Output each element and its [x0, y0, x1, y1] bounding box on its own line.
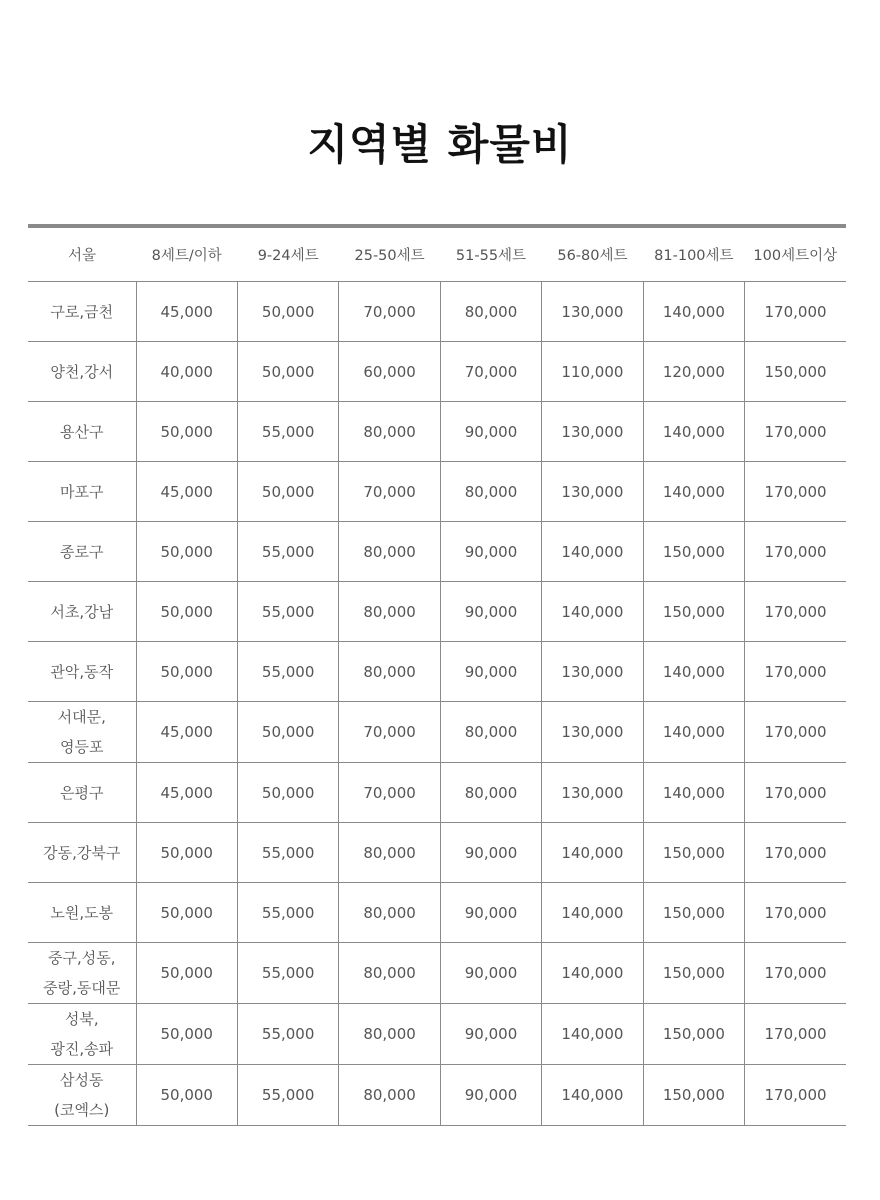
region-label-line: 서초,강남 — [50, 602, 114, 621]
region-label-line: 성북, — [64, 1010, 99, 1028]
region-cell — [28, 763, 136, 823]
price-cell: 170,000 — [745, 282, 846, 342]
price-cell: 50,000 — [136, 522, 237, 582]
price-cell: 45,000 — [136, 702, 237, 763]
price-cell: 130,000 — [542, 702, 643, 763]
region-label-line: 서대문, — [57, 708, 106, 726]
price-cell: 70,000 — [339, 462, 440, 522]
price-cell: 140,000 — [542, 522, 643, 582]
price-cell: 150,000 — [643, 1065, 744, 1126]
price-cell: 70,000 — [440, 342, 541, 402]
price-cell: 140,000 — [542, 1065, 643, 1126]
region-cell — [28, 582, 136, 642]
price-cell: 90,000 — [440, 522, 541, 582]
price-cell: 150,000 — [643, 582, 744, 642]
price-cell: 140,000 — [643, 462, 744, 522]
page-title: 지역별 화물비 — [307, 120, 573, 169]
price-cell: 55,000 — [237, 1065, 338, 1126]
price-cell: 80,000 — [339, 402, 440, 462]
region-cell — [28, 1004, 136, 1065]
price-cell: 55,000 — [237, 642, 338, 702]
header-quantity-2: 9-24세트 — [237, 226, 338, 282]
price-cell: 150,000 — [643, 943, 744, 1004]
price-cell: 70,000 — [339, 282, 440, 342]
price-cell: 170,000 — [745, 522, 846, 582]
price-cell: 55,000 — [237, 943, 338, 1004]
price-cell: 170,000 — [745, 642, 846, 702]
region-cell — [28, 522, 136, 582]
price-cell: 140,000 — [542, 823, 643, 883]
price-cell: 55,000 — [237, 823, 338, 883]
table-header — [28, 226, 846, 282]
region-label-line: 종로구 — [60, 542, 104, 561]
price-cell: 140,000 — [643, 763, 744, 823]
price-cell: 150,000 — [643, 1004, 744, 1065]
price-cell: 50,000 — [136, 1065, 237, 1126]
price-cell: 90,000 — [440, 1065, 541, 1126]
header-quantity-1: 8세트/이하 — [136, 226, 237, 282]
region-cell — [28, 642, 136, 702]
price-cell: 50,000 — [136, 402, 237, 462]
region-cell — [28, 883, 136, 943]
region-cell — [28, 823, 136, 883]
table-row — [28, 883, 846, 943]
table-row — [28, 522, 846, 582]
price-cell: 55,000 — [237, 522, 338, 582]
price-cell: 50,000 — [136, 943, 237, 1004]
price-cell: 80,000 — [339, 582, 440, 642]
price-cell: 140,000 — [643, 282, 744, 342]
price-cell: 170,000 — [745, 943, 846, 1004]
price-cell: 80,000 — [440, 702, 541, 763]
price-cell: 140,000 — [643, 642, 744, 702]
region-label-line: 광진,송파 — [50, 1040, 114, 1058]
region-label-line: 구로,금천 — [50, 302, 114, 321]
price-cell: 130,000 — [542, 282, 643, 342]
region-label-line: 중구,성동, — [48, 949, 116, 967]
region-label-line: 은평구 — [60, 783, 104, 802]
price-cell: 130,000 — [542, 642, 643, 702]
price-cell: 170,000 — [745, 462, 846, 522]
price-cell: 45,000 — [136, 282, 237, 342]
price-cell: 150,000 — [643, 522, 744, 582]
price-cell: 50,000 — [136, 883, 237, 943]
price-cell: 80,000 — [440, 282, 541, 342]
price-cell: 110,000 — [542, 342, 643, 402]
price-cell: 170,000 — [745, 582, 846, 642]
price-cell: 140,000 — [542, 883, 643, 943]
table-row — [28, 702, 846, 763]
price-cell: 90,000 — [440, 402, 541, 462]
table-row — [28, 1004, 846, 1065]
price-cell: 90,000 — [440, 582, 541, 642]
table-row — [28, 1065, 846, 1126]
region-cell — [28, 943, 136, 1004]
price-cell: 170,000 — [745, 1004, 846, 1065]
price-cell: 70,000 — [339, 763, 440, 823]
price-cell: 50,000 — [136, 642, 237, 702]
price-cell: 140,000 — [643, 402, 744, 462]
freight-rate-table — [28, 224, 846, 1126]
price-cell: 80,000 — [339, 1065, 440, 1126]
price-cell: 45,000 — [136, 763, 237, 823]
region-label-line: 영등포 — [60, 738, 104, 756]
region-cell — [28, 462, 136, 522]
price-cell: 150,000 — [745, 342, 846, 402]
region-label-line: 노원,도봉 — [50, 903, 114, 922]
header-row — [28, 226, 846, 282]
table-body — [28, 282, 846, 1126]
price-cell: 50,000 — [237, 763, 338, 823]
price-cell: 140,000 — [542, 1004, 643, 1065]
region-label-line: 용산구 — [60, 422, 104, 441]
price-cell: 120,000 — [643, 342, 744, 402]
price-cell: 90,000 — [440, 823, 541, 883]
region-label-line: 중랑,동대문 — [43, 979, 121, 997]
price-cell: 80,000 — [339, 823, 440, 883]
table-row — [28, 642, 846, 702]
region-label-line: 양천,강서 — [50, 362, 114, 381]
price-cell: 70,000 — [339, 702, 440, 763]
price-cell: 80,000 — [339, 642, 440, 702]
price-cell: 90,000 — [440, 883, 541, 943]
price-cell: 80,000 — [440, 763, 541, 823]
region-label-line: (코엑스) — [54, 1101, 110, 1119]
price-cell: 55,000 — [237, 402, 338, 462]
price-cell: 50,000 — [237, 342, 338, 402]
price-cell: 60,000 — [339, 342, 440, 402]
header-quantity-6: 81-100세트 — [643, 226, 744, 282]
header-quantity-5: 56-80세트 — [542, 226, 643, 282]
region-label-line: 강동,강북구 — [43, 843, 121, 862]
price-cell: 45,000 — [136, 462, 237, 522]
table-row — [28, 823, 846, 883]
price-cell: 55,000 — [237, 582, 338, 642]
table-row — [28, 342, 846, 402]
price-cell: 90,000 — [440, 943, 541, 1004]
price-cell: 90,000 — [440, 1004, 541, 1065]
price-cell: 170,000 — [745, 1065, 846, 1126]
price-cell: 170,000 — [745, 823, 846, 883]
price-cell: 80,000 — [440, 462, 541, 522]
header-quantity-4: 51-55세트 — [440, 226, 541, 282]
price-cell: 130,000 — [542, 763, 643, 823]
price-cell: 130,000 — [542, 402, 643, 462]
header-region: 서울 — [28, 226, 136, 282]
region-cell — [28, 1065, 136, 1126]
price-cell: 50,000 — [136, 582, 237, 642]
region-label-line: 삼성동 — [60, 1071, 104, 1089]
price-cell: 80,000 — [339, 883, 440, 943]
price-cell: 170,000 — [745, 702, 846, 763]
price-cell: 40,000 — [136, 342, 237, 402]
price-cell: 55,000 — [237, 883, 338, 943]
price-cell: 55,000 — [237, 1004, 338, 1065]
region-label-line: 마포구 — [60, 482, 104, 501]
region-label-line: 관악,동작 — [50, 662, 114, 681]
price-cell: 140,000 — [643, 702, 744, 763]
price-cell: 140,000 — [542, 943, 643, 1004]
price-cell: 50,000 — [237, 702, 338, 763]
price-cell: 80,000 — [339, 1004, 440, 1065]
price-cell: 140,000 — [542, 582, 643, 642]
region-cell — [28, 342, 136, 402]
region-cell — [28, 702, 136, 763]
price-cell: 80,000 — [339, 943, 440, 1004]
price-cell: 50,000 — [237, 282, 338, 342]
region-cell — [28, 402, 136, 462]
price-cell: 90,000 — [440, 642, 541, 702]
price-cell: 170,000 — [745, 763, 846, 823]
table-row — [28, 582, 846, 642]
price-cell: 170,000 — [745, 883, 846, 943]
price-cell: 170,000 — [745, 402, 846, 462]
price-cell: 50,000 — [136, 823, 237, 883]
price-cell: 50,000 — [237, 462, 338, 522]
table-row — [28, 282, 846, 342]
header-quantity-3: 25-50세트 — [339, 226, 440, 282]
price-cell: 130,000 — [542, 462, 643, 522]
freight-table-container — [28, 224, 846, 1126]
price-cell: 150,000 — [643, 883, 744, 943]
price-cell: 50,000 — [136, 1004, 237, 1065]
table-row — [28, 402, 846, 462]
region-cell — [28, 282, 136, 342]
header-quantity-7: 100세트이상 — [745, 226, 846, 282]
price-cell: 80,000 — [339, 522, 440, 582]
table-row — [28, 943, 846, 1004]
price-cell: 150,000 — [643, 823, 744, 883]
table-row — [28, 763, 846, 823]
table-row — [28, 462, 846, 522]
